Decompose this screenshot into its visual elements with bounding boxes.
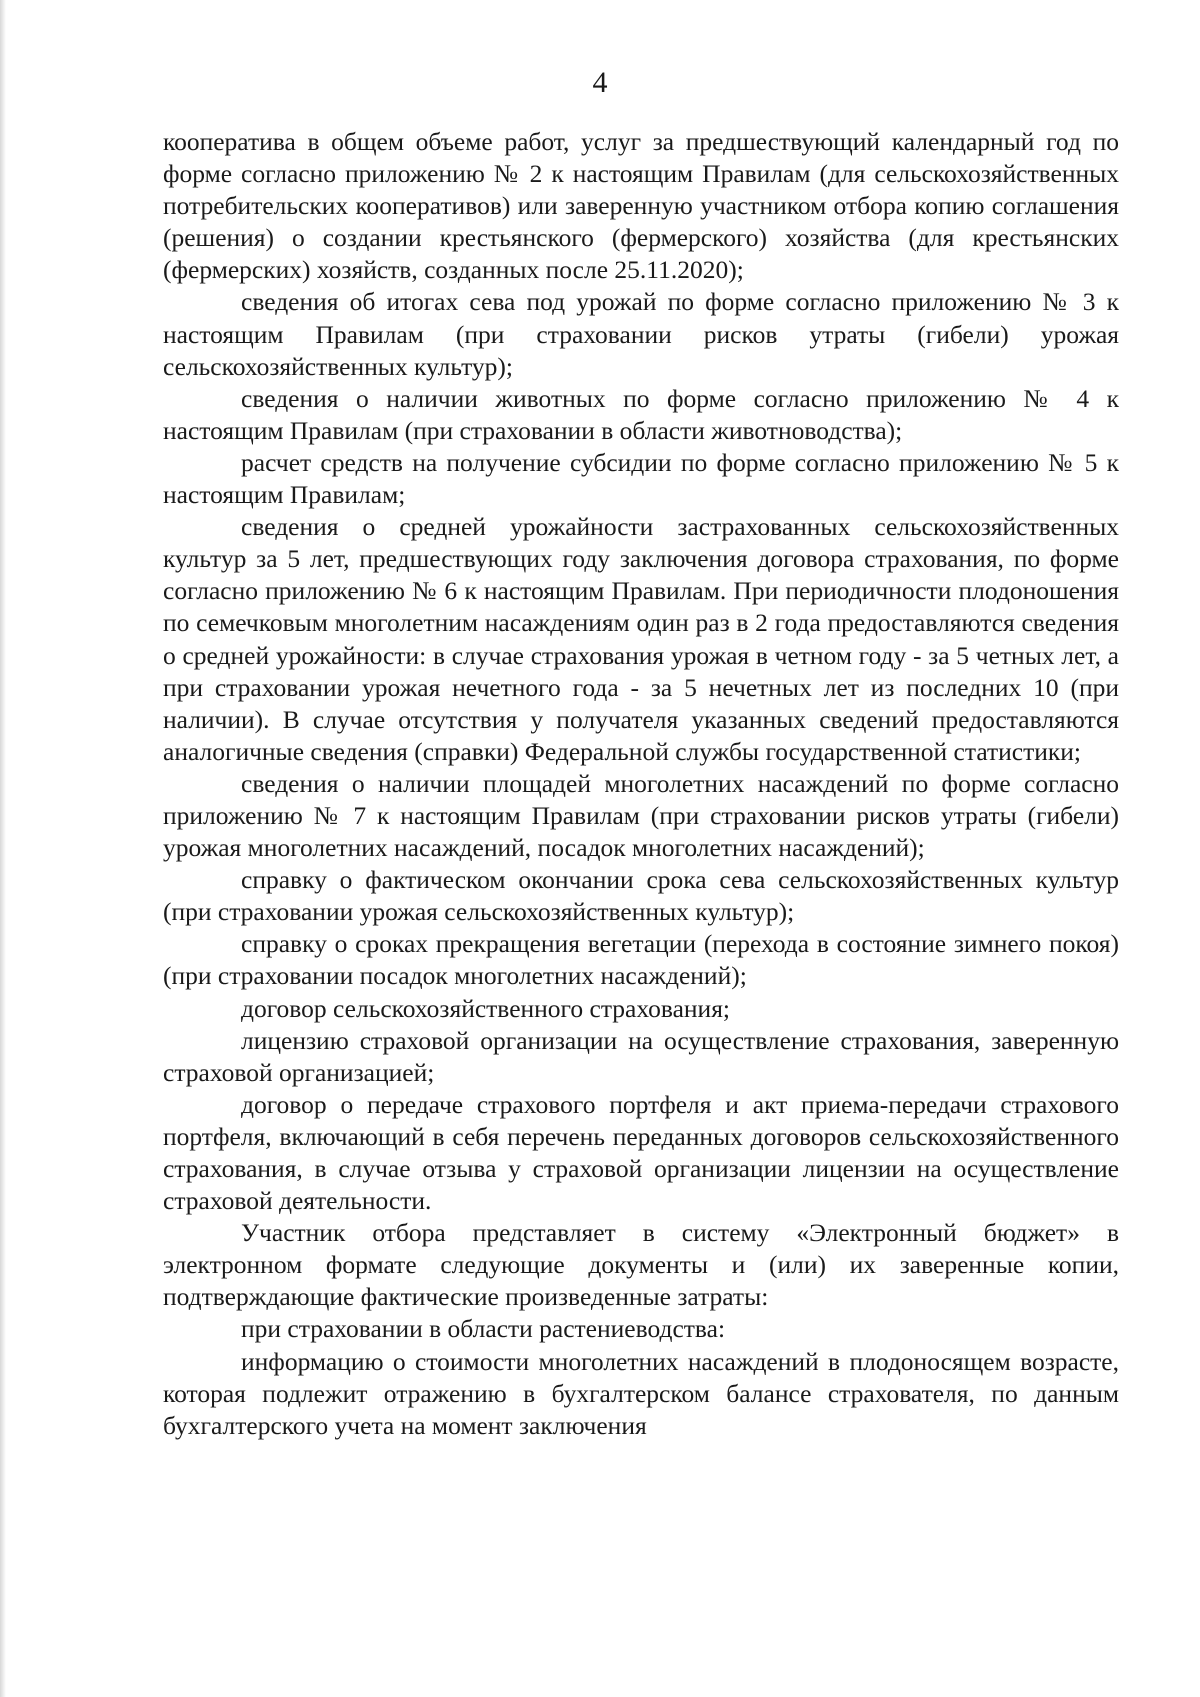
paragraph-average-yield: сведения о средней урожайности застрахованных сельскохозяйственных культур за 5 лет, предшествующих году заключения договора страхования, по форме согласно приложению № 6 к настоящим Правилам. При периодичности плодоношения по семечковым многолетним насаждениям один раз в 2 года предоставляются сведения о средней урожайности: в случае страхования урожая в четном году - за 5 четных лет, а при страховании урожая нечетного года - за 5 нечетных лет из последних 10 (при наличии). В случае отсутствия у получателя указанных сведений предоставляются аналогичные сведения (справки) Федеральной службы государственной статистики;	[163, 512, 1119, 766]
paragraph-license: лицензию страховой организации на осуществление страхования, заверенную страховой организацией;	[163, 1025, 1119, 1087]
paragraph-perennial-value: информацию о стоимости многолетних насаждений в плодоносящем возрасте, которая подлежит отражению в бухгалтерском балансе страхователя, по данным бухгалтерского учета на момент заключения	[163, 1346, 1119, 1440]
paragraph-perennial-areas: сведения о наличии площадей многолетних насаждений по форме согласно приложению № 7 к настоящим Правилам (при страховании рисков утраты (гибели) урожая многолетних насаждений, посадок многолетних насаждений);	[163, 768, 1119, 863]
paragraph-electronic-budget: Участник отбора представляет в систему «Электронный бюджет» в электронном формате следующие документы и (или) их заверенные копии, подтверждающие фактические произведенные затраты:	[163, 1218, 1119, 1312]
paragraph-continuation: кооператива в общем объеме работ, услуг за предшествующий календарный год по форме согласно приложению № 2 к настоящим Правилам (для сельскохозяйственных потребительских кооперативов) или заверенную участником отбора копию соглашения (решения) о создании крестьянского (фермерского) хозяйства (для крестьянских (фермерских) хозяйств, созданных после 25.11.2020);	[163, 127, 1119, 285]
paragraph-portfolio-transfer: договор о передаче страхового портфеля и акт приема-передачи страхового портфеля, включающий в себя перечень переданных договоров сельскохозяйственного страхования, в случае отзыва у страховой организации лицензии на осуществление страховой деятельности.	[163, 1089, 1119, 1216]
paragraph-sowing-end: справку о фактическом окончании срока сева сельскохозяйственных культур (при страховании урожая сельскохозяйственных культур);	[163, 865, 1119, 927]
paragraph-sowing-results: сведения об итогах сева под урожай по форме согласно приложению № 3 к настоящим Правилам (при страховании рисков утраты (гибели) урожая сельскохозяйственных культур);	[163, 287, 1119, 381]
paragraph-vegetation-end: справку о сроках прекращения вегетации (перехода в состояние зимнего покоя) (при страховании посадок многолетних насаждений);	[163, 929, 1119, 991]
paragraph-animals: сведения о наличии животных по форме согласно приложению № 4 к настоящим Правилам (при страховании в области животноводства);	[163, 383, 1119, 445]
scan-edge	[0, 0, 6, 1697]
page-number: 4	[592, 66, 608, 99]
paragraph-insurance-contract: договор сельскохозяйственного страхования;	[241, 993, 731, 1023]
paragraph-subsidy-calculation: расчет средств на получение субсидии по форме согласно приложению № 5 к настоящим Правилам;	[163, 447, 1119, 510]
paragraph-plant-growing: при страховании в области растениеводства:	[241, 1314, 726, 1344]
body-text	[163, 126, 1119, 1442]
